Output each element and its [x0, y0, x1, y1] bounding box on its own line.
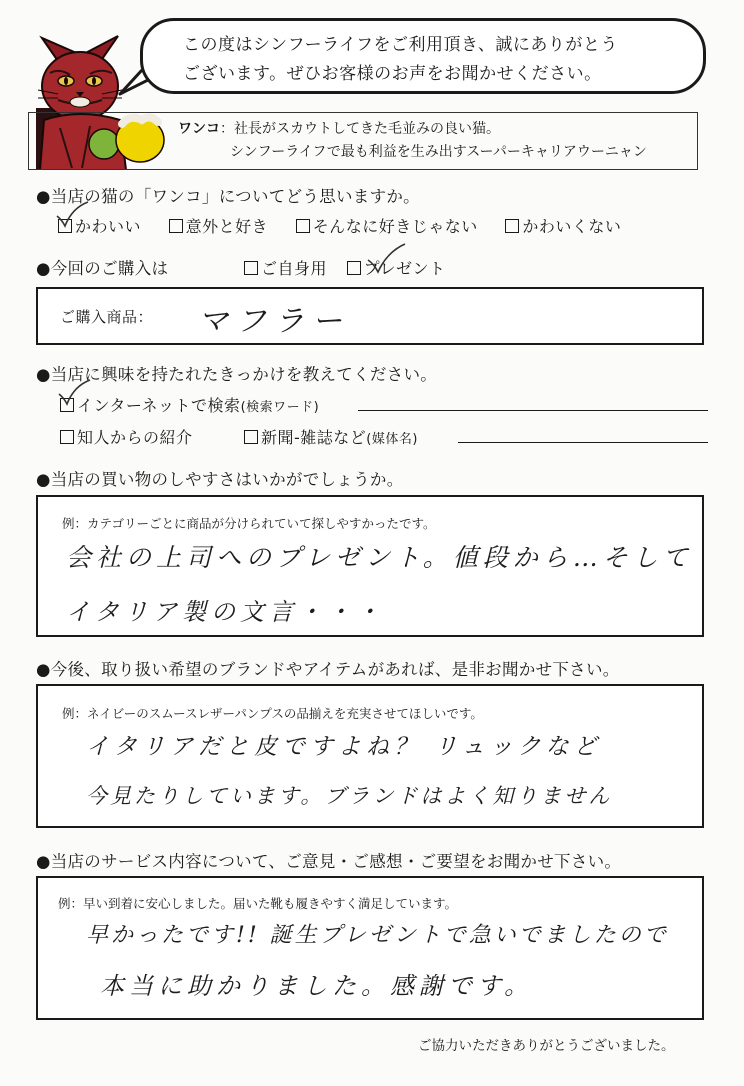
- checkbox[interactable]: [505, 219, 519, 233]
- q1-question: ●当店の猫の「ワンコ」についてどう思いますか。: [36, 187, 420, 206]
- checkbox[interactable]: [244, 261, 258, 275]
- q2-option-present[interactable]: プレゼント: [347, 259, 446, 278]
- checkbox[interactable]: [296, 219, 310, 233]
- footer-thanks: ご協力いただきありがとうございました。: [418, 1038, 675, 1054]
- greeting-line-2: ございます。ぜひお客様のお声をお聞かせください。: [183, 64, 602, 84]
- mascot-desc-2: シンフーライフで最も利益を生み出すスーパーキャリアウーニャン: [230, 144, 647, 160]
- q6-question: ●当店のサービス内容について、ご意見・ご感想・ご要望をお聞かせ下さい。: [36, 852, 622, 871]
- q5-answer-line-2: 今見たりしています。ブランドはよく知りません: [86, 784, 613, 808]
- q5-question: ●今後、取り扱い希望のブランドやアイテムがあれば、是非お聞かせ下さい。: [36, 660, 620, 679]
- checkbox[interactable]: [60, 430, 74, 444]
- q6-example: 例：早い到着に安心しました。届いた靴も履きやすく満足しています。: [58, 896, 458, 911]
- q3-question: ●当店に興味を持たれたきっかけを教えてください。: [36, 365, 438, 384]
- checkmark-icon: [365, 242, 407, 274]
- q2-option-self[interactable]: ご自身用: [244, 259, 327, 278]
- q5-answer-line-1: イタリアだと皮ですよね？ リュックなど: [86, 734, 602, 760]
- q4-answer-line-2: イタリア製の文言・・・: [66, 598, 385, 626]
- checkmark-icon: [54, 200, 90, 228]
- q1-option-sonnani[interactable]: そんなに好きじゃない: [296, 217, 478, 236]
- q4-question: ●当店の買い物のしやすさはいかがでしょうか。: [36, 470, 404, 489]
- media-name-line[interactable]: [458, 442, 708, 443]
- product-value[interactable]: マフラー: [198, 304, 350, 339]
- q1-options: [58, 214, 621, 237]
- checkbox[interactable]: [169, 219, 183, 233]
- q4-example: 例：カテゴリーごとに商品が分けられていて探しやすかったです。: [62, 516, 436, 531]
- q6-answer-line-1: 早かったです!! 誕生プレゼントで急いでましたので: [86, 923, 669, 948]
- mascot-intro-text: [178, 118, 647, 164]
- q1-option-kawaii[interactable]: かわいい: [58, 217, 141, 236]
- search-word-line[interactable]: [358, 410, 708, 411]
- q1-option-igai[interactable]: 意外と好き: [169, 217, 269, 236]
- q2-options: [244, 256, 445, 279]
- q5-example: 例：ネイビーのスムースレザーパンプスの品揃えを充実させてほしいです。: [62, 706, 483, 721]
- q1-option-kawaikunai[interactable]: かわいくない: [505, 217, 621, 236]
- checkbox[interactable]: [347, 261, 361, 275]
- mascot-name: ワンコ: [178, 121, 220, 137]
- checkbox[interactable]: [244, 430, 258, 444]
- q2-question: ●今回のご購入は: [36, 259, 169, 278]
- checkmark-icon: [56, 378, 92, 406]
- product-label: ご購入商品：: [60, 308, 154, 326]
- greeting-line-1: この度はシンフーライフをご利用頂き、誠にありがとう: [183, 35, 618, 55]
- q3-option-media[interactable]: 新聞-雑誌など(媒体名): [244, 425, 418, 448]
- mascot-desc-1: ：社長がスカウトしてきた毛並みの良い猫。: [220, 121, 500, 137]
- q4-answer-line-1: 会社の上司へのプレゼント。値段から…そして: [66, 543, 693, 572]
- q3-option-internet[interactable]: インターネットで検索(検索ワード): [60, 393, 319, 416]
- q3-option-friend[interactable]: 知人からの紹介: [60, 425, 193, 448]
- greeting-bubble: [140, 18, 706, 94]
- q6-answer-line-2: 本当に助かりました。感謝です。: [100, 972, 534, 1000]
